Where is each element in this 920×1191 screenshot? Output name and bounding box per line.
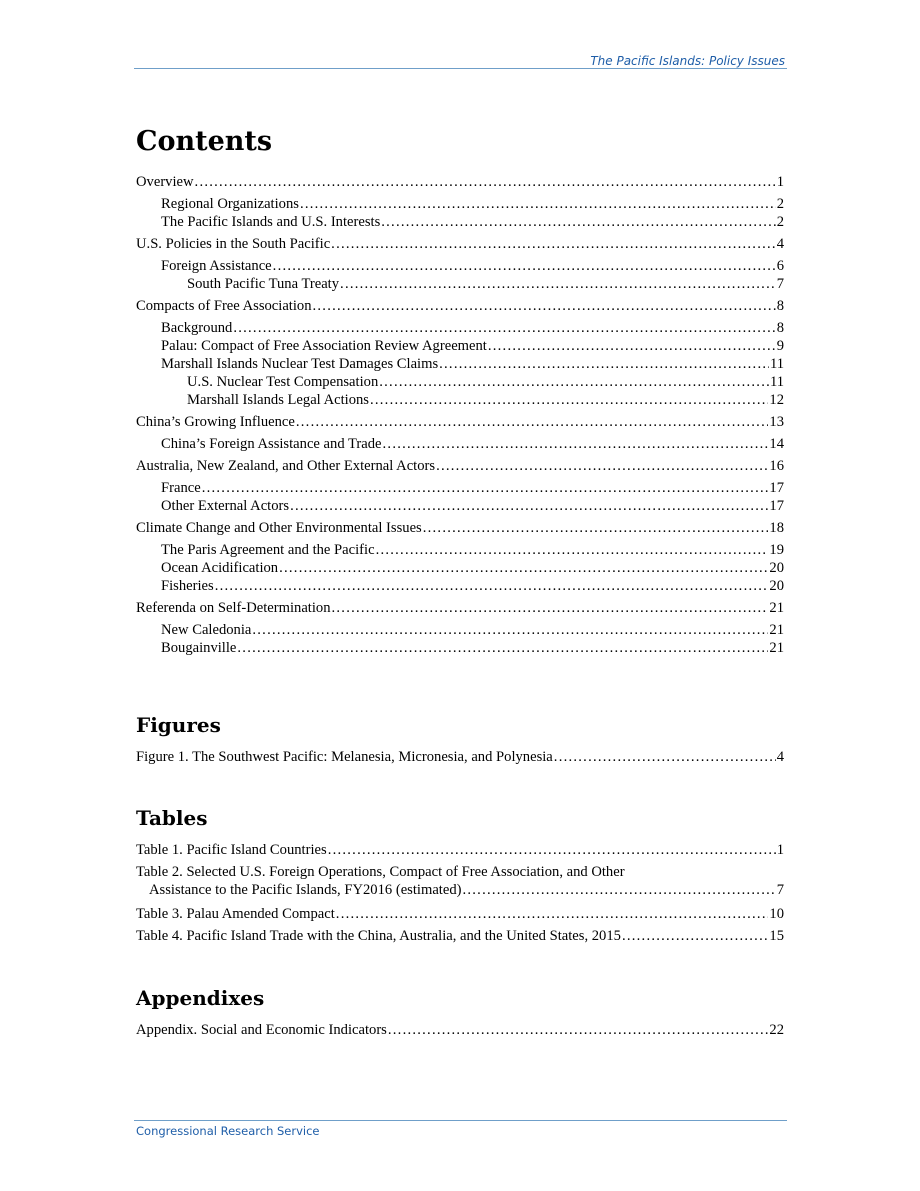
figure-entry[interactable]: Figure 1. The Southwest Pacific: Melanesia, Micronesia, and Polynesia . . . 4 <box>136 749 784 767</box>
toc-entry-nuclear-compensation[interactable]: U.S. Nuclear Test Compensation . . . 11 <box>136 374 784 392</box>
tables-list-bottom <box>136 906 784 946</box>
toc-entry-regional-organizations[interactable]: Regional Organizations . . . 2 <box>136 196 784 214</box>
table-entry-line1: Table 2. Selected U.S. Foreign Operations, Compact of Free Association, and Other <box>136 864 625 880</box>
appendixes-heading: Appendixes <box>136 986 265 1010</box>
toc-entry-us-policies[interactable]: U.S. Policies in the South Pacific . . . 4 <box>136 236 784 254</box>
toc-entry-new-caledonia[interactable]: New Caledonia . . . 21 <box>136 622 784 640</box>
toc-entry-pacific-islands-us-interests[interactable]: The Pacific Islands and U.S. Interests . . . 2 <box>136 214 784 232</box>
table-entry[interactable]: Table 1. Pacific Island Countries . . . 1 <box>136 842 784 860</box>
table-entry-line2: Assistance to the Pacific Islands, FY2016 (estimated) <box>149 882 462 898</box>
tables-list-top <box>136 842 784 860</box>
table-entry-wrapped[interactable] <box>136 864 784 900</box>
toc-entry-foreign-assistance[interactable]: Foreign Assistance . . . 6 <box>136 258 784 276</box>
toc-entry-france[interactable]: France . . . 17 <box>136 480 784 498</box>
running-header-title: The Pacific Islands: Policy Issues <box>590 54 785 68</box>
toc-entry-overview[interactable]: Overview . . . 1 <box>136 174 784 192</box>
appendix-entry[interactable]: Appendix. Social and Economic Indicators . . . 22 <box>136 1022 784 1040</box>
toc-entry-china-influence[interactable]: China’s Growing Influence . . . 13 <box>136 414 784 432</box>
toc-entry-tuna-treaty[interactable]: South Pacific Tuna Treaty . . . 7 <box>136 276 784 294</box>
toc-entry-marshall-legal[interactable]: Marshall Islands Legal Actions . . . 12 <box>136 392 784 410</box>
appendixes-list <box>136 1022 784 1040</box>
toc-entry-external-actors[interactable]: Australia, New Zealand, and Other External Actors . . . 16 <box>136 458 784 476</box>
footer-publisher: Congressional Research Service <box>136 1124 320 1138</box>
figures-list <box>136 749 784 767</box>
toc-entry-bougainville[interactable]: Bougainville . . . 21 <box>136 640 784 658</box>
toc-entry-compacts[interactable]: Compacts of Free Association . . . 8 <box>136 298 784 316</box>
toc-entry-background[interactable]: Background . . . 8 <box>136 320 784 338</box>
tables-heading: Tables <box>136 806 208 830</box>
toc-entry-referenda[interactable]: Referenda on Self-Determination . . . 21 <box>136 600 784 618</box>
toc-entry-china-assistance[interactable]: China’s Foreign Assistance and Trade . . . 14 <box>136 436 784 454</box>
toc-entry-marshall-claims[interactable]: Marshall Islands Nuclear Test Damages Claims . . . 11 <box>136 356 784 374</box>
toc-entry-climate-change[interactable]: Climate Change and Other Environmental Issues . . . 18 <box>136 520 784 538</box>
contents-heading: Contents <box>136 126 273 157</box>
table-entry[interactable]: Table 3. Palau Amended Compact . . . 10 <box>136 906 784 924</box>
toc-entry-ocean-acidification[interactable]: Ocean Acidification . . . 20 <box>136 560 784 578</box>
header-divider <box>134 68 787 69</box>
figures-heading: Figures <box>136 713 221 737</box>
toc-entry-paris-agreement[interactable]: The Paris Agreement and the Pacific . . . 19 <box>136 542 784 560</box>
toc-entry-palau-review[interactable]: Palau: Compact of Free Association Review Agreement . . . 9 <box>136 338 784 356</box>
toc-entry-fisheries[interactable]: Fisheries . . . 20 <box>136 578 784 596</box>
contents-list <box>136 174 784 658</box>
toc-entry-other-actors[interactable]: Other External Actors . . . 17 <box>136 498 784 516</box>
table-entry-page: 7 <box>776 882 784 898</box>
footer-divider <box>134 1120 787 1121</box>
table-entry[interactable]: Table 4. Pacific Island Trade with the China, Australia, and the United States, 2015 . . . 15 <box>136 928 784 946</box>
